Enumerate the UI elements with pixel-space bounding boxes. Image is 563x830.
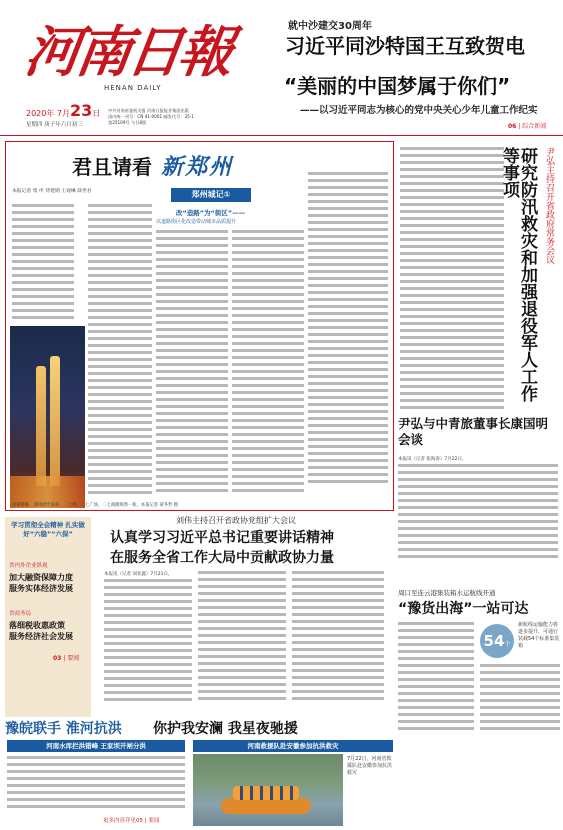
newspaper-logo[interactable]: 河南日報 — [20, 19, 235, 84]
sidebar-item-3a: 落细税收惠政策 — [9, 621, 65, 630]
cppcc-body-3 — [292, 571, 384, 701]
main-story-box — [5, 141, 394, 511]
top-news-kicker: 就中沙建交30周年 — [288, 21, 372, 32]
container-badge — [480, 624, 514, 658]
flood-item-1[interactable] — [7, 740, 185, 826]
sidebar-block-1[interactable] — [9, 521, 87, 539]
photo-caption: 夜幕降临，郑州流光溢彩，二七塔、二七广场、二七商圈焕然一新。本报记者 聂冬哲 摄 — [12, 503, 179, 508]
sidebar-page-sep: | — [63, 655, 66, 662]
zhengzhou-night-photo[interactable] — [10, 326, 85, 508]
body-col-2 — [88, 204, 152, 504]
story-deck-1: 改“造路”为“街区”—— — [176, 209, 246, 217]
rescue-boat — [221, 798, 311, 814]
sidebar-title-2: 省内外企业纵观 — [9, 563, 48, 569]
tag-number: 06 — [508, 123, 517, 130]
series-label-bar — [171, 188, 251, 202]
rescue-photo-caption: 7月22日，河南省救援队赴安徽参加抗洪救灾 — [347, 756, 393, 776]
zhoukou-headline[interactable]: “豫货出海”一站可达 — [398, 601, 529, 617]
main-story-byline: 本报记者 集 申 侍建勋 王观琳 薛世君 — [12, 189, 92, 194]
rescue-crew — [233, 786, 299, 800]
kang-meeting-headline[interactable]: 尹弘与中青旅董事长康国明会谈 — [398, 416, 549, 447]
main-story-headline[interactable] — [72, 150, 233, 181]
flood-more-link[interactable]: 更多内容详见05 | 要闻 — [103, 818, 160, 824]
story-deck-2: 以道路街区化改造带动城市品质提升 — [156, 219, 237, 225]
info-line-2: 国内统一刊号：CN 41-0001 邮发代号：35-1 — [108, 114, 194, 119]
issue-date — [26, 101, 100, 120]
tower-left — [36, 366, 46, 486]
zhoukou-body-2 — [480, 664, 560, 730]
sidebar-page-number: 03 — [53, 655, 62, 662]
flood-item-2[interactable] — [193, 740, 393, 826]
weekday-line: 星期四 庚子年六月初三 — [26, 122, 83, 128]
body-col-3 — [156, 230, 228, 502]
flood-item-1-bar: 河南水库拦洪错峰 王家坝开闸分洪 — [7, 740, 185, 752]
issue-day: 23 — [70, 101, 93, 120]
flood-item-1-body — [7, 756, 185, 812]
sidebar-item-2b: 服务实体经济发展 — [9, 584, 73, 593]
cppcc-dateline: 本报讯（记者 刘亚鑫）7月21日， — [104, 572, 173, 577]
top-news-headline[interactable]: 习近平同沙特国王互致贺电 — [285, 34, 525, 58]
sidebar-block-2[interactable] — [9, 561, 87, 594]
top-news-page-tag[interactable] — [508, 121, 546, 130]
masthead — [0, 0, 563, 136]
sidebar-page-label: 要闻 — [67, 655, 80, 662]
cppcc-story — [96, 515, 392, 715]
tower-right — [50, 356, 60, 486]
badge-unit: 个 — [504, 641, 511, 648]
info-line-3: 第25109号 今日8版 — [108, 120, 147, 125]
right-story-kicker: 尹弘主持召开省政府常务会议 — [544, 147, 554, 264]
kang-meeting-story — [398, 416, 560, 566]
newspaper-subtitle: HENAN DAILY — [104, 84, 162, 92]
sidebar-block-3[interactable] — [9, 609, 87, 642]
cppcc-kicker: 刘伟主持召开省政协党组扩大会议 — [176, 516, 296, 525]
zhoukou-kicker: 周口至连云港集装箱水运航线开通 — [398, 589, 496, 597]
series-number: ① — [223, 190, 231, 199]
masthead-info — [108, 108, 258, 126]
sidebar-title-1: 学习贯彻全会精神 扎实做好“六稳”“六保” — [11, 521, 85, 538]
masthead-rule — [0, 135, 563, 136]
body-col-1 — [12, 204, 74, 322]
sidebar-title-3: 省商务局 — [9, 611, 32, 617]
right-story — [400, 141, 560, 411]
flood-banner-right[interactable]: 你护我安澜 我星夜驰援 — [153, 721, 298, 737]
series-label: 郑州城记 — [191, 190, 224, 199]
kang-meeting-body — [398, 456, 558, 562]
cppcc-body-2 — [198, 571, 286, 701]
tag-separator: | — [518, 123, 521, 130]
cppcc-body-1 — [104, 571, 192, 701]
cppcc-headline-1[interactable]: 认真学习习近平总书记重要讲话精神 — [110, 530, 334, 546]
sidebar-page-ref[interactable] — [53, 653, 79, 662]
rescue-photo[interactable] — [193, 754, 343, 826]
badge-number: 54 — [483, 632, 505, 650]
flood-banner-left[interactable]: 豫皖联手 淮河抗洪 — [5, 721, 122, 737]
top-news-headline-2[interactable]: “美丽的中国梦属于你们” — [284, 74, 511, 98]
headline-art: 新郑州 — [161, 155, 234, 180]
top-news-subline: ——以习近平同志为核心的党中央关心少年儿童工作纪实 — [300, 105, 538, 116]
issue-month: 2020年 7月 — [26, 109, 70, 118]
body-col-5 — [308, 172, 388, 502]
kang-meeting-dateline: 本报讯（记者 张海涛）7月22日， — [398, 457, 467, 462]
flood-banner — [5, 718, 395, 740]
sidebar-item-3b: 服务经济社会发展 — [9, 632, 73, 641]
body-col-4 — [232, 230, 304, 502]
headline-prefix: 君且请看 — [72, 155, 152, 179]
left-sidebar — [5, 517, 91, 717]
info-line-1: 中共河南省委机关报 河南日报报业集团出版 — [108, 108, 189, 113]
zhoukou-body — [398, 622, 474, 730]
cppcc-headline-2[interactable]: 在服务全省工作大局中贡献政协力量 — [110, 550, 334, 566]
flood-item-2-bar: 河南救援队赴安徽参加抗洪救灾 — [193, 740, 393, 752]
right-story-body — [400, 147, 504, 409]
flood-section — [5, 740, 395, 828]
right-story-headline[interactable]: 研究防汛救灾和加强退役军人工作等事项 — [499, 147, 537, 402]
zhoukou-note: 新航线运输能力将逐步提升，可通行装载54个标准集装箱 — [518, 622, 560, 649]
zhoukou-story — [398, 588, 560, 738]
sidebar-item-2a: 加大融资保障力度 — [9, 573, 73, 582]
tag-label: 综合新闻 — [522, 123, 547, 130]
day-suffix: 日 — [92, 109, 101, 118]
